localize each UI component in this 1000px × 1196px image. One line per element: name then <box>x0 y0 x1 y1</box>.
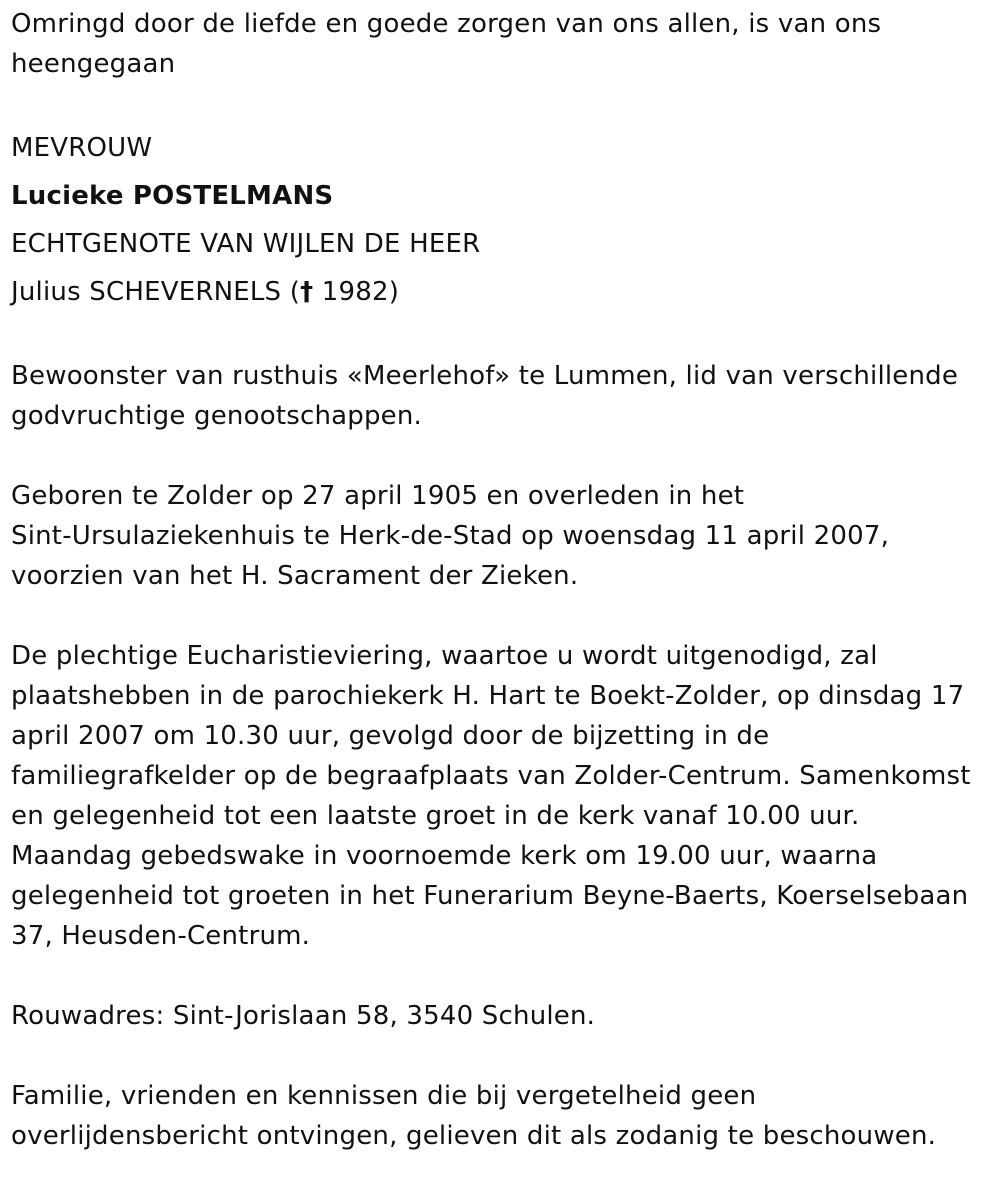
birth-death-line-1: Geboren te Zolder op 27 april 1905 en overleden in het <box>11 481 745 511</box>
ceremony-line-8: 37, Heusden-Centrum. <box>11 921 311 951</box>
birth-death-paragraph <box>11 476 996 596</box>
intro-line-2: heengegaan <box>11 49 176 79</box>
obituary-document <box>11 4 996 1196</box>
closing-line-2: overlijdensbericht ontvingen, gelieven dit als zodanig te beschouwen. <box>11 1121 937 1151</box>
address-paragraph <box>11 996 996 1036</box>
residence-paragraph <box>11 356 996 436</box>
salutation: MEVROUW <box>11 133 153 163</box>
spouse-death-year: 1982) <box>321 277 400 307</box>
ceremony-line-7: gelegenheid tot groeten in het Funerarium Beyne-Baerts, Koerselsebaan <box>11 881 969 911</box>
ceremony-line-6: Maandag gebedswake in voornoemde kerk om 19.00 uur, waarna <box>11 841 878 871</box>
intro-line-1: Omringd door de liefde en goede zorgen van ons allen, is van ons <box>11 9 882 39</box>
ceremony-paragraph <box>11 636 996 956</box>
deceased-name: Lucieke POSTELMANS <box>11 181 334 211</box>
ceremony-line-1: De plechtige Eucharistieviering, waartoe u wordt uitgenodigd, zal <box>11 641 878 671</box>
ceremony-line-4: familiegrafkelder op de begraafplaats van Zolder-Centrum. Samenkomst <box>11 761 971 791</box>
ceremony-line-2: plaatshebben in de parochiekerk H. Hart te Boekt-Zolder, op dinsdag 17 <box>11 681 965 711</box>
cross-icon: † <box>300 277 314 307</box>
deceased-block <box>11 124 996 316</box>
ceremony-line-5: en gelegenheid tot een laatste groet in de kerk vanaf 10.00 uur. <box>11 801 860 831</box>
residence-line-1: Bewoonster van rusthuis «Meerlehof» te Lummen, lid van verschillende <box>11 361 959 391</box>
birth-death-line-3: voorzien van het H. Sacrament der Zieken. <box>11 561 579 591</box>
residence-line-2: godvruchtige genootschappen. <box>11 401 423 431</box>
birth-death-line-2: Sint-Ursulaziekenhuis te Herk-de-Stad op woensdag 11 april 2007, <box>11 521 890 551</box>
spouse-line <box>11 268 996 316</box>
closing-line-1: Familie, vrienden en kennissen die bij vergetelheid geen <box>11 1081 757 1111</box>
relation-line: ECHTGENOTE VAN WIJLEN DE HEER <box>11 229 481 259</box>
spouse-name: Julius SCHEVERNELS ( <box>11 277 301 307</box>
closing-paragraph <box>11 1076 996 1156</box>
intro-paragraph <box>11 4 996 84</box>
ceremony-line-3: april 2007 om 10.30 uur, gevolgd door de bijzetting in de <box>11 721 770 751</box>
address-line: Rouwadres: Sint-Jorislaan 58, 3540 Schulen. <box>11 1001 596 1031</box>
